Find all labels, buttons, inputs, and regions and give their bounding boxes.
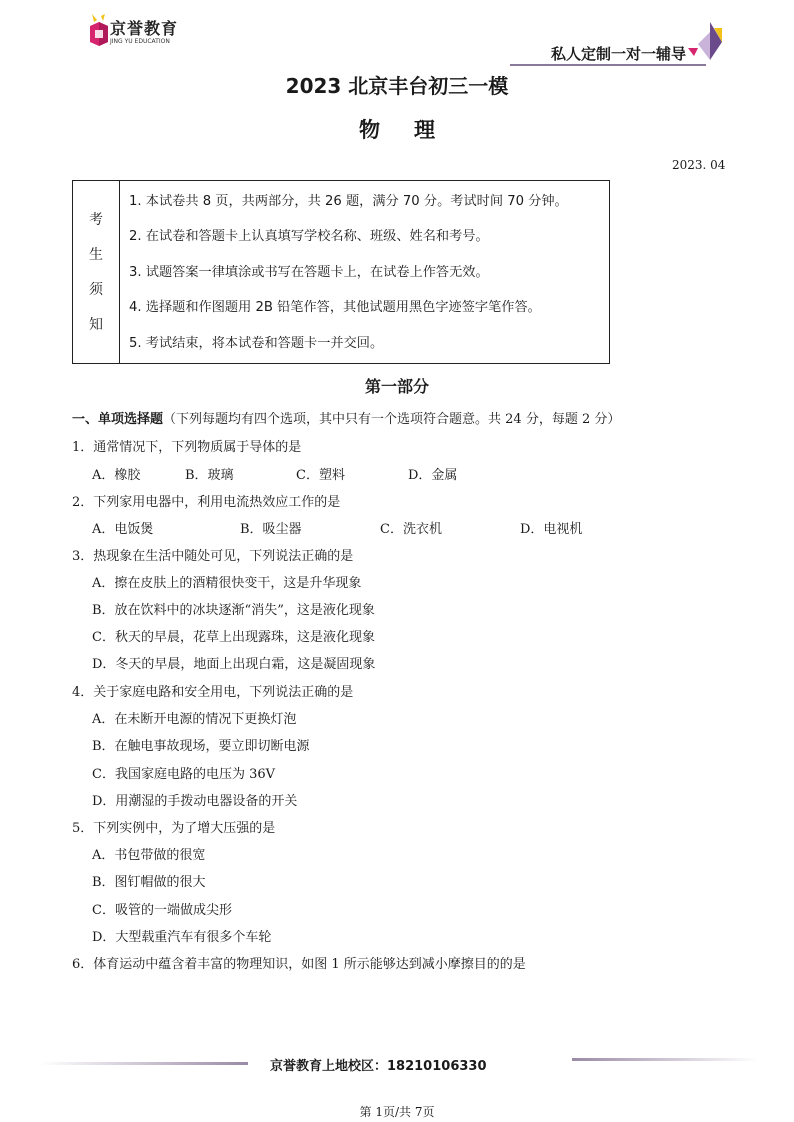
- section-title: 一、单项选择题: [72, 412, 164, 427]
- slogan: 私人定制一对一辅导: [550, 45, 686, 63]
- question-stem: 3．热现象在生活中随处可见，下列说法正确的是: [72, 549, 354, 564]
- question-stem: 5．下列实例中，为了增大压强的是: [72, 821, 276, 836]
- question-option: A．电饭煲: [92, 522, 154, 537]
- notice-item: 5. 考试结束，将本试卷和答题卡一并交回。: [129, 336, 384, 351]
- notice-label-char: 考: [89, 212, 103, 228]
- footer-divider-right: [572, 1058, 758, 1061]
- question-stem: 2．下列家用电器中，利用电流热效应工作的是: [72, 495, 341, 510]
- subject-title: 物理: [359, 118, 469, 142]
- section-heading: [72, 408, 620, 427]
- question-option: A．在未断开电源的情况下更换灯泡: [92, 712, 297, 727]
- page-number: 第 1页/共 7页: [359, 1105, 435, 1119]
- question-option: A．书包带做的很宽: [92, 848, 206, 863]
- question-option: B．图钉帽做的很大: [92, 875, 206, 890]
- question-stem: 4．关于家庭电路和安全用电，下列说法正确的是: [72, 685, 354, 700]
- exam-notice-box: [72, 180, 610, 364]
- question-option: B．放在饮料中的冰块逐渐“消失”，这是液化现象: [92, 603, 375, 618]
- notice-item: 2. 在试卷和答题卡上认真填写学校名称、班级、姓名和考号。: [129, 229, 489, 244]
- section-note: （下列每题均有四个选项，其中只有一个选项符合题意。共 24 分，每题 2 分）: [163, 412, 621, 427]
- notice-item: 4. 选择题和作图题用 2B 铅笔作答，其他试题用黑色字迹签字笔作答。: [129, 300, 541, 315]
- header-divider: [510, 64, 706, 66]
- notice-item: 1. 本试卷共 8 页，共两部分，共 26 题，满分 70 分。考试时间 70 分钟。: [129, 194, 568, 209]
- question-option: D．冬天的早晨，地面上出现白霜，这是凝固现象: [92, 657, 376, 672]
- question-stem: 6．体育运动中蕴含着丰富的物理知识，如图 1 所示能够达到减小摩擦目的的是: [72, 957, 526, 972]
- footer-campus-contact: 京誉教育上地校区：18210106330: [270, 1059, 487, 1074]
- footer-divider-left: [40, 1062, 248, 1065]
- question-option: B．吸尘器: [240, 522, 302, 537]
- question-option: C．吸管的一端做成尖形: [92, 903, 232, 918]
- question-option: C．洗衣机: [380, 522, 442, 537]
- question-option: D．金属: [408, 468, 458, 483]
- question-stem: 1．通常情况下，下列物质属于导体的是: [72, 440, 302, 455]
- logo-text: 京誉教育: [110, 19, 179, 38]
- question-option: B．在触电事故现场，要立即切断电源: [92, 739, 310, 754]
- question-option: D．用潮湿的手拨动电器设备的开关: [92, 794, 298, 809]
- question-option: D．大型载重汽车有很多个车轮: [92, 930, 272, 945]
- question-option: B．玻璃: [185, 468, 234, 483]
- question-option: C．我国家庭电路的电压为 36V: [92, 767, 276, 782]
- decorative-triangles-icon: [688, 22, 724, 62]
- exam-date: 2023. 04: [672, 158, 726, 172]
- notice-item: 3. 试题答案一律填涂或书写在答题卡上，在试卷上作答无效。: [129, 265, 489, 280]
- logo-mark-icon: [88, 14, 110, 46]
- logo: [88, 14, 198, 48]
- notice-label-char: 知: [89, 317, 103, 333]
- exam-title: 2023 北京丰台初三一模: [285, 74, 509, 98]
- question-option: C．秋天的早晨，花草上出现露珠，这是液化现象: [92, 630, 375, 645]
- logo-subtext: JING YU EDUCATION: [110, 38, 170, 45]
- question-option: D．电视机: [520, 522, 583, 537]
- question-option: A．橡胶: [92, 468, 141, 483]
- question-option: C．塑料: [296, 468, 345, 483]
- notice-label-char: 须: [89, 282, 103, 298]
- notice-label-column: [73, 181, 120, 363]
- part-title: 第一部分: [364, 377, 429, 396]
- question-option: A．擦在皮肤上的酒精很快变干，这是升华现象: [92, 576, 362, 591]
- notice-label-char: 生: [89, 247, 103, 263]
